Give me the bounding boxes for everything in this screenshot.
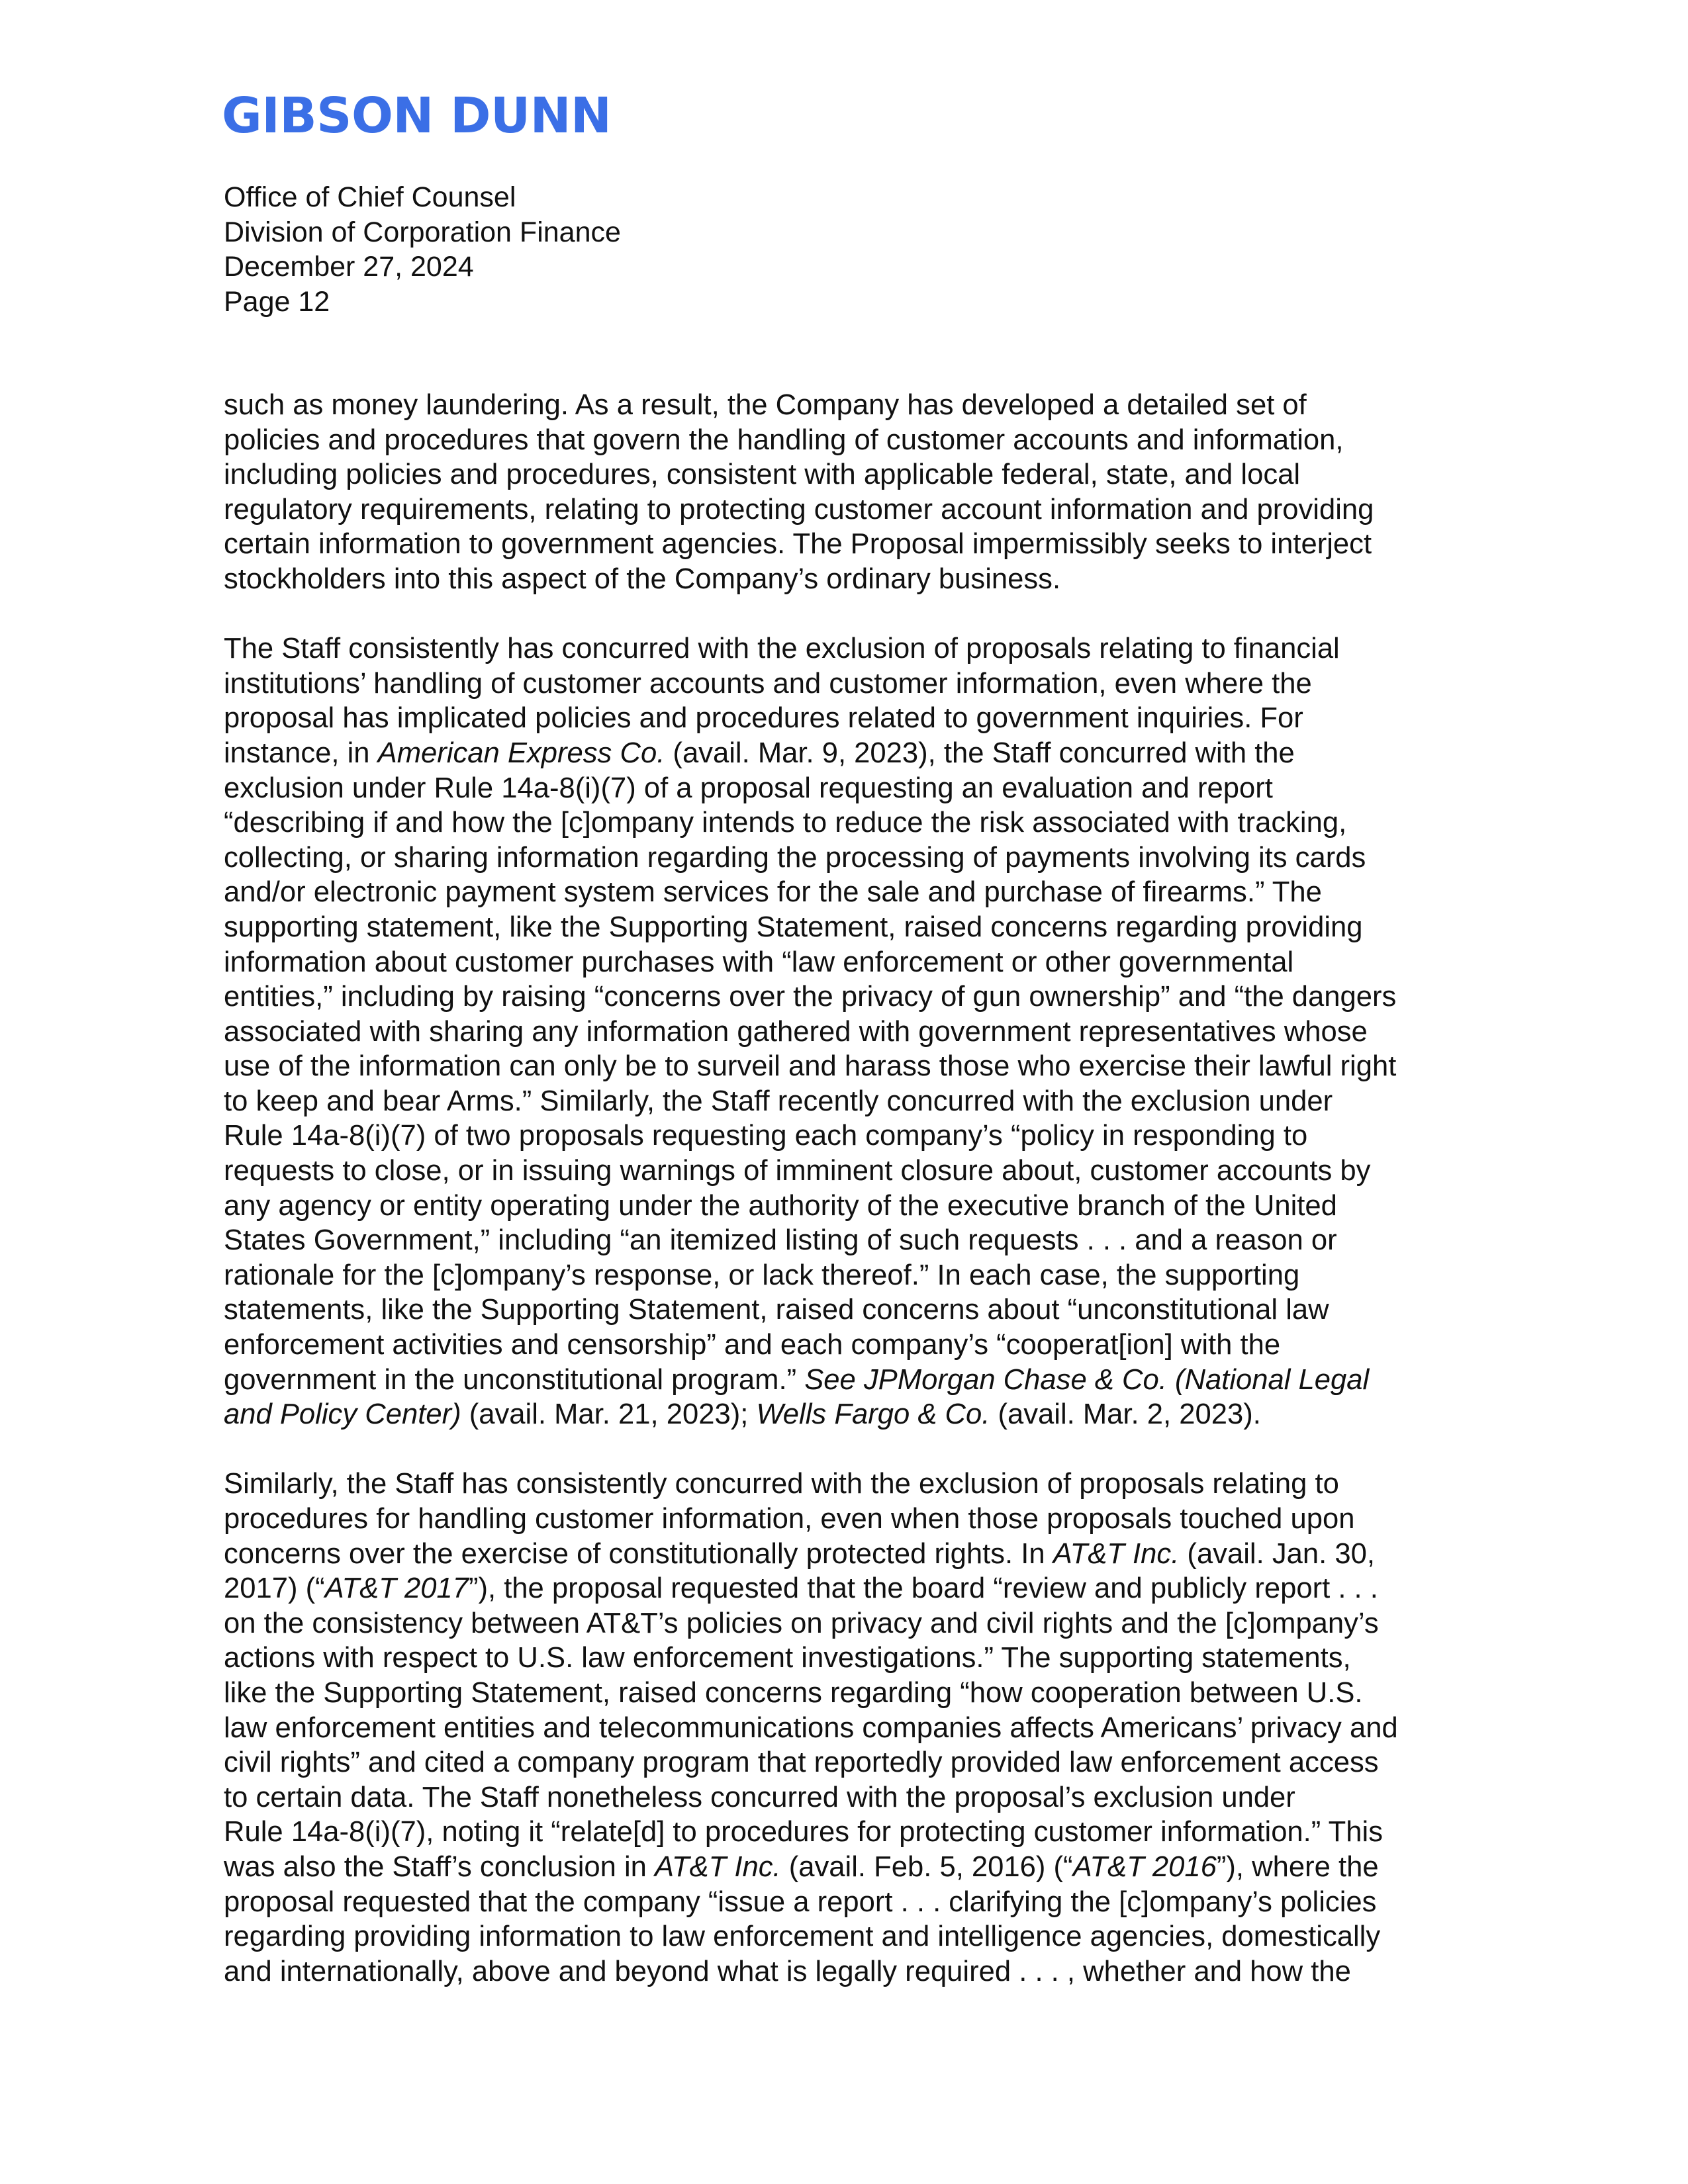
paragraph-line: regulatory requirements, relating to protecting customer account information and providing [224,493,1374,525]
header-date: December 27, 2024 [224,251,474,283]
paragraph-line: rationale for the [c]ompany’s response, or lack thereof.” In each case, the supporting [224,1259,1300,1291]
paragraph-line: proposal has implicated policies and procedures related to government inquiries. For [224,702,1303,735]
paragraph-line: and Policy Center) (avail. Mar. 21, 2023); Wells Fargo & Co. (avail. Mar. 2, 2023). [224,1398,1261,1431]
paragraph-line: certain information to government agencies. The Proposal impermissibly seeks to interject [224,528,1372,561]
body-paragraph [224,388,1468,597]
paragraph-line: States Government,” including “an itemized listing of such requests . . . and a reason or [224,1224,1337,1257]
paragraph-line: including policies and procedures, consistent with applicable federal, state, and local [224,459,1301,491]
paragraph-line: law enforcement entities and telecommunications companies affects Americans’ privacy and [224,1711,1398,1744]
paragraph-line: any agency or entity operating under the authority of the executive branch of the United [224,1189,1337,1222]
paragraph-line: proposal requested that the company “issue a report . . . clarifying the [c]ompany’s policies [224,1886,1377,1918]
paragraph-line: on the consistency between AT&T’s policies on privacy and civil rights and the [c]ompany’s [224,1607,1379,1639]
body-paragraph [224,1467,1468,1989]
paragraph-line: enforcement activities and censorship” and each company’s “cooperat[ion] with the [224,1329,1281,1361]
paragraph-line: Similarly, the Staff has consistently concurred with the exclusion of proposals relating to [224,1468,1339,1500]
paragraph-line: was also the Staff’s conclusion in AT&T Inc. (avail. Feb. 5, 2016) (“AT&T 2016”), where the [224,1850,1379,1883]
paragraph-line: concerns over the exercise of constitutionally protected rights. In AT&T Inc. (avail. Jan. 30, [224,1537,1375,1570]
gibson-dunn-logo: GIBSON DUNN [222,87,612,144]
header-page-number: Page 12 [224,285,330,318]
letter-body [224,388,1468,2024]
body-paragraph [224,631,1468,1432]
paragraph-line: and internationally, above and beyond what is legally required . . . , whether and how the [224,1955,1351,1987]
paragraph-line: collecting, or sharing information regarding the processing of payments involving its cards [224,841,1366,874]
paragraph-line: institutions’ handling of customer accounts and customer information, even where the [224,667,1312,700]
paragraph-line: regarding providing information to law enforcement and intelligence agencies, domestically [224,1921,1381,1953]
paragraph-line: instance, in American Express Co. (avail. Mar. 9, 2023), the Staff concurred with the [224,737,1295,769]
paragraph-line: actions with respect to U.S. law enforcement investigations.” The supporting statements, [224,1642,1351,1674]
paragraph-line: like the Supporting Statement, raised concerns regarding “how cooperation between U.S. [224,1676,1363,1709]
paragraph-line: The Staff consistently has concurred with the exclusion of proposals relating to financial [224,633,1340,665]
paragraph-line: Rule 14a-8(i)(7), noting it “relate[d] to procedures for protecting customer information.” This [224,1816,1383,1848]
paragraph-line: stockholders into this aspect of the Company’s ordinary business. [224,563,1061,595]
paragraph-line: use of the information can only be to surveil and harass those who exercise their lawful right [224,1050,1397,1083]
letter-header [224,180,621,319]
paragraph-line: to certain data. The Staff nonetheless concurred with the proposal’s exclusion under [224,1781,1295,1813]
paragraph-line: exclusion under Rule 14a-8(i)(7) of a proposal requesting an evaluation and report [224,772,1273,804]
paragraph-line: entities,” including by raising “concerns over the privacy of gun ownership” and “the dangers [224,981,1397,1013]
paragraph-line: “describing if and how the [c]ompany intends to reduce the risk associated with tracking, [224,807,1347,839]
paragraph-line: government in the unconstitutional program.” See JPMorgan Chase & Co. (National Legal [224,1363,1370,1396]
paragraph-line: Rule 14a-8(i)(7) of two proposals requesting each company’s “policy in responding to [224,1120,1308,1152]
paragraph-line: to keep and bear Arms.” Similarly, the Staff recently concurred with the exclusion under [224,1085,1333,1117]
header-division: Division of Corporation Finance [224,216,621,248]
paragraph-line: policies and procedures that govern the handling of customer accounts and information, [224,424,1344,456]
paragraph-line: 2017) (“AT&T 2017”), the proposal requested that the board “review and publicly report . . . [224,1572,1378,1605]
paragraph-line: statements, like the Supporting Statement, raised concerns about “unconstitutional law [224,1294,1329,1326]
paragraph-line: procedures for handling customer information, even when those proposals touched upon [224,1503,1355,1535]
paragraph-line: such as money laundering. As a result, the Company has developed a detailed set of [224,389,1307,421]
paragraph-line: requests to close, or in issuing warnings of imminent closure about, customer accounts by [224,1155,1371,1187]
paragraph-line: civil rights” and cited a company program that reportedly provided law enforcement access [224,1747,1379,1779]
paragraph-line: associated with sharing any information gathered with government representatives whose [224,1015,1368,1048]
paragraph-line: information about customer purchases with “law enforcement or other governmental [224,946,1294,978]
paragraph-line: supporting statement, like the Supporting Statement, raised concerns regarding providing [224,911,1363,943]
header-recipient: Office of Chief Counsel [224,181,516,213]
paragraph-line: and/or electronic payment system services for the sale and purchase of firearms.” The [224,876,1322,909]
